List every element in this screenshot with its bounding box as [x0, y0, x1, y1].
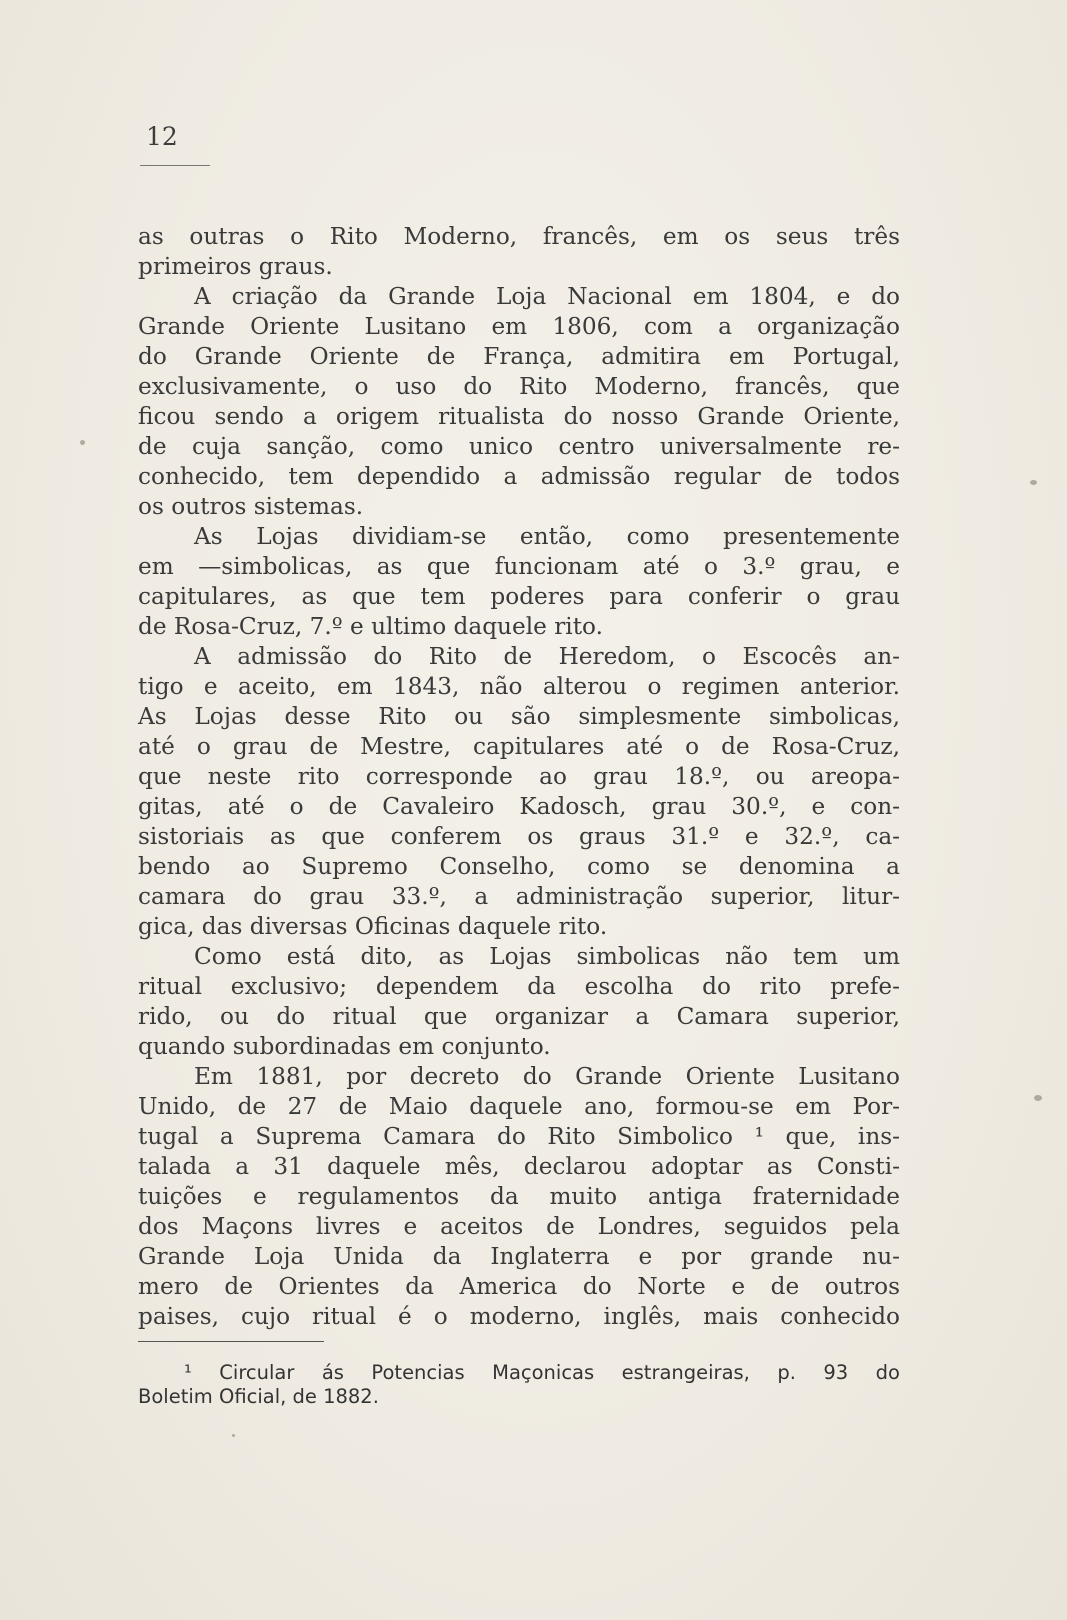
paper-speck	[80, 440, 85, 445]
text-line: tigo e aceito, em 1843, não alterou o regimen anterior.	[138, 673, 900, 700]
text-line: conhecido, tem dependido a admissão regular de todos	[138, 463, 900, 490]
text-line: Grande Loja Unida da Inglaterra e por grande nu-	[138, 1243, 900, 1270]
text-line: As Lojas dividiam-se então, como presentemente	[194, 523, 900, 550]
text-line: de Rosa-Cruz, 7.º e ultimo daquele rito.	[138, 613, 603, 640]
paper-speck	[1030, 480, 1037, 485]
text-line: os outros sistemas.	[138, 493, 364, 520]
page-number-rule	[140, 165, 210, 166]
text-line: Unido, de 27 de Maio daquele ano, formou-se em Por-	[138, 1093, 900, 1120]
text-line: quando subordinadas em conjunto.	[138, 1033, 551, 1060]
text-line: ritual exclusivo; dependem da escolha do rito prefe-	[138, 973, 900, 1000]
text-line: paises, cujo ritual é o moderno, inglês, mais conhecido	[138, 1303, 900, 1330]
text-line: talada a 31 daquele mês, declarou adoptar as Consti-	[138, 1153, 900, 1180]
text-line: as outras o Rito Moderno, francês, em os seus três	[138, 223, 900, 250]
footnote-line: ¹ Circular ás Potencias Maçonicas estrangeiras, p. 93 do	[184, 1361, 900, 1384]
text-line: rido, ou do ritual que organizar a Camara superior,	[138, 1003, 900, 1030]
text-line: tuições e regulamentos da muito antiga fraternidade	[138, 1183, 900, 1210]
paper-speck	[1034, 1095, 1042, 1101]
text-line: sistoriais as que conferem os graus 31.º e 32.º, ca-	[138, 823, 900, 850]
text-line: primeiros graus.	[138, 253, 333, 280]
text-line: em —simbolicas, as que funcionam até o 3.º grau, e	[138, 553, 900, 580]
text-line: A admissão do Rito de Heredom, o Escocês an-	[194, 643, 900, 670]
text-line: tugal a Suprema Camara do Rito Simbolico ¹ que, ins-	[138, 1123, 900, 1150]
footnote-rule	[138, 1341, 324, 1342]
text-line: As Lojas desse Rito ou são simplesmente simbolicas,	[138, 703, 900, 730]
text-line: camara do grau 33.º, a administração superior, litur-	[138, 883, 900, 910]
body-text	[138, 222, 900, 1332]
text-line: que neste rito corresponde ao grau 18.º, ou areopa-	[138, 763, 900, 790]
paper-speck	[232, 1434, 235, 1437]
text-line: ficou sendo a origem ritualista do nosso Grande Oriente,	[138, 403, 900, 430]
text-line: do Grande Oriente de França, admitira em Portugal,	[138, 343, 900, 370]
text-line: exclusivamente, o uso do Rito Moderno, francês, que	[138, 373, 900, 400]
text-line: de cuja sanção, como unico centro universalmente re-	[138, 433, 900, 460]
page-number: 12	[146, 122, 178, 151]
footnote-line: Boletim Oficial, de 1882.	[138, 1385, 379, 1408]
text-line: Como está dito, as Lojas simbolicas não tem um	[194, 943, 900, 970]
text-line: gica, das diversas Oficinas daquele rito.	[138, 913, 608, 940]
text-line: gitas, até o de Cavaleiro Kadosch, grau 30.º, e con-	[138, 793, 900, 820]
text-line: bendo ao Supremo Conselho, como se denomina a	[138, 853, 900, 880]
text-line: até o grau de Mestre, capitulares até o de Rosa-Cruz,	[138, 733, 900, 760]
text-line: Grande Oriente Lusitano em 1806, com a organização	[138, 313, 900, 340]
footnote	[138, 1361, 900, 1409]
text-line: A criação da Grande Loja Nacional em 1804, e do	[194, 283, 900, 310]
text-line: capitulares, as que tem poderes para conferir o grau	[138, 583, 900, 610]
text-line: mero de Orientes da America do Norte e de outros	[138, 1273, 900, 1300]
text-line: dos Maçons livres e aceitos de Londres, seguidos pela	[138, 1213, 900, 1240]
text-line: Em 1881, por decreto do Grande Oriente Lusitano	[194, 1063, 900, 1090]
